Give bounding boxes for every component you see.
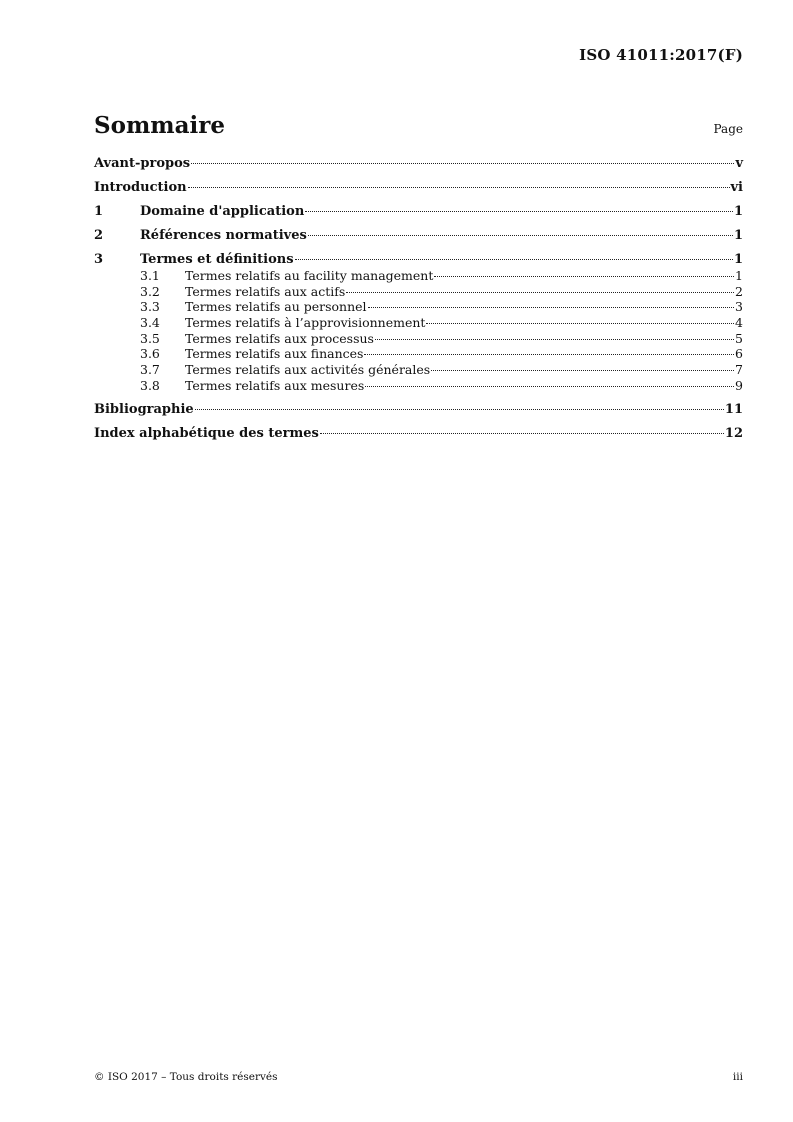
toc-entry-label: Avant-propos — [94, 156, 191, 171]
toc-subentry-page: 9 — [735, 377, 743, 393]
toc-title-row — [94, 112, 743, 139]
toc-entry-page: 11 — [724, 401, 743, 417]
toc-subentry-number: 3.5 — [140, 330, 160, 346]
dot-leader — [368, 307, 735, 308]
toc-subentry-page: 6 — [735, 346, 743, 362]
toc-subentry[interactable] — [94, 299, 743, 315]
dot-leader — [305, 211, 733, 212]
toc-entry-label: Index alphabétique des termes — [94, 425, 319, 441]
toc-entry-domaine-application[interactable] — [94, 204, 743, 228]
table-of-contents — [94, 156, 743, 450]
toc-entry-introduction[interactable] — [94, 180, 743, 204]
dot-leader — [188, 187, 730, 188]
toc-subentry-number: 3.8 — [140, 377, 160, 393]
toc-subentry-number: 3.1 — [140, 268, 160, 283]
toc-entry-number: 2 — [94, 228, 104, 243]
toc-subentry-label: Termes relatifs aux actifs — [185, 283, 346, 299]
toc-subentry-label: Termes relatifs au personnel — [185, 299, 367, 315]
dot-leader — [308, 235, 733, 236]
toc-subentry[interactable] — [94, 284, 743, 300]
toc-subentry-page: 5 — [735, 330, 743, 346]
page-number: iii — [732, 1071, 743, 1083]
toc-subentry-number: 3.6 — [140, 346, 160, 362]
page-title: Sommaire — [94, 112, 226, 139]
toc-entry-page: 1 — [733, 228, 743, 243]
toc-entry-avant-propos[interactable] — [94, 156, 743, 180]
dot-leader — [364, 354, 734, 355]
dot-leader — [346, 292, 734, 293]
toc-subentry-page: 1 — [735, 268, 743, 283]
toc-subentry-number: 3.7 — [140, 362, 160, 378]
dot-leader — [195, 409, 724, 410]
dot-leader — [191, 163, 734, 164]
dot-leader — [431, 370, 734, 371]
toc-subentry-page: 4 — [735, 315, 743, 331]
toc-entry-label: Introduction — [94, 180, 187, 195]
toc-subentry-label: Termes relatifs à l’approvisionnement — [185, 315, 426, 331]
toc-subentry-number: 3.4 — [140, 315, 160, 331]
toc-subentry-label: Termes relatifs aux finances — [185, 346, 364, 362]
toc-entry-references-normatives[interactable] — [94, 228, 743, 252]
toc-entry-label: Termes et définitions — [140, 252, 294, 267]
toc-subentry[interactable] — [94, 331, 743, 347]
dot-leader — [365, 386, 734, 387]
page-footer — [94, 1071, 743, 1083]
toc-entry-number: 3 — [94, 252, 104, 267]
toc-subentry-label: Termes relatifs aux activités générales — [185, 362, 431, 378]
toc-entry-bibliographie[interactable] — [94, 402, 743, 426]
toc-entry-number: 1 — [94, 204, 104, 219]
toc-subentry[interactable] — [94, 346, 743, 362]
toc-entry-page: 12 — [724, 425, 743, 441]
toc-entry-label: Références normatives — [140, 228, 307, 243]
toc-subentry-label: Termes relatifs aux processus — [185, 330, 374, 346]
toc-entry-index[interactable] — [94, 426, 743, 450]
toc-entry-page: 1 — [733, 204, 743, 219]
toc-subentry-page: 2 — [735, 283, 743, 299]
toc-subentry-page: 3 — [735, 299, 743, 315]
toc-entry-page: v — [735, 156, 743, 171]
dot-leader — [320, 433, 724, 434]
toc-subentry-label: Termes relatifs aux mesures — [185, 377, 365, 393]
dot-leader — [375, 339, 734, 340]
toc-subentry[interactable] — [94, 362, 743, 378]
toc-subentry[interactable] — [94, 268, 743, 284]
dot-leader — [295, 259, 733, 260]
toc-entry-label: Bibliographie — [94, 401, 194, 417]
copyright-notice: © ISO 2017 – Tous droits réservés — [94, 1071, 278, 1083]
dot-leader — [426, 323, 734, 324]
document-id: ISO 41011:2017(F) — [579, 46, 743, 64]
toc-subentry-number: 3.3 — [140, 299, 160, 315]
toc-entry-page: 1 — [733, 252, 743, 267]
toc-entry-termes-definitions[interactable] — [94, 252, 743, 268]
page-column-label: Page — [713, 122, 743, 136]
toc-subentry[interactable] — [94, 315, 743, 331]
toc-subentry-number: 3.2 — [140, 283, 160, 299]
toc-subentry[interactable] — [94, 378, 743, 394]
toc-subentry-page: 7 — [735, 362, 743, 378]
dot-leader — [434, 276, 734, 277]
toc-entry-page: vi — [730, 180, 743, 195]
toc-subentry-label: Termes relatifs au facility management — [185, 268, 434, 283]
toc-entry-label: Domaine d'application — [140, 204, 305, 219]
